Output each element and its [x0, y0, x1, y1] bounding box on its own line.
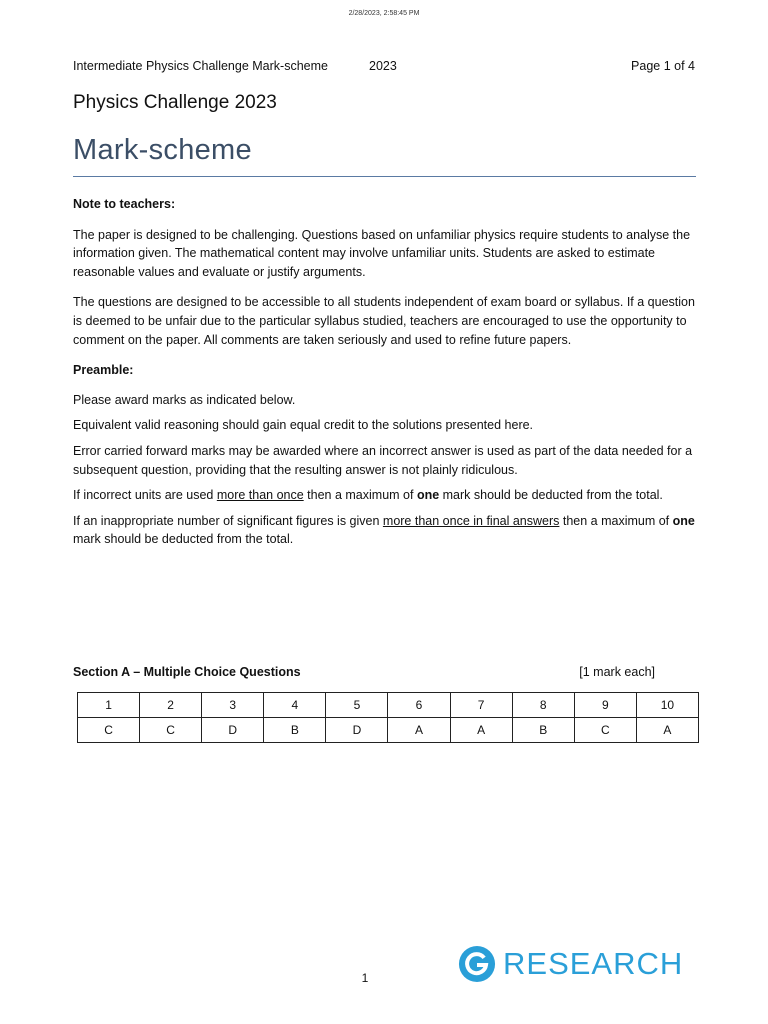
page-number: 1 [361, 971, 369, 985]
sigfig-rule-text: then a maximum of [559, 513, 673, 528]
question-number: 4 [264, 693, 326, 718]
question-number-row [78, 693, 699, 718]
section-a-header [73, 665, 655, 679]
answer-cell: A [388, 718, 450, 743]
units-rule-bold: one [416, 488, 440, 503]
header-year: 2023 [369, 59, 397, 73]
section-a-marks: [1 mark each] [579, 665, 655, 679]
question-number: 3 [202, 693, 264, 718]
answer-cell: D [326, 718, 388, 743]
question-number: 10 [636, 693, 698, 718]
answer-cell: D [202, 718, 264, 743]
sigfig-rule-bold: one [672, 513, 695, 528]
note-heading: Note to teachers: [73, 197, 176, 211]
question-number: 6 [388, 693, 450, 718]
note-paragraph-1: The paper is designed to be challenging. Questions based on unfamiliar physics require students to analyse the information given. The mathematical content may involve unfamiliar units. Students are asked to estimate reasonable values and evaluate or justify arguments. [73, 227, 691, 279]
answer-cell: C [78, 718, 140, 743]
preamble-heading: Preamble: [73, 363, 134, 378]
logo-text: RESEARCH [503, 946, 684, 981]
answer-cell: C [140, 718, 202, 743]
answer-cell: B [512, 718, 574, 743]
research-logo [458, 944, 683, 984]
question-number: 2 [140, 693, 202, 718]
question-number: 5 [326, 693, 388, 718]
question-number: 8 [512, 693, 574, 718]
answer-cell: A [636, 718, 698, 743]
question-number: 9 [574, 693, 636, 718]
body-content [73, 195, 698, 549]
header-doc-name: Intermediate Physics Challenge Mark-scheme [73, 59, 328, 73]
page-title: Mark-scheme [73, 134, 252, 166]
sigfig-rule-underline: more than once in final answers [382, 513, 560, 528]
sigfig-rule-text: mark should be deducted from the total. [73, 532, 294, 547]
units-rule-text: mark should be deducted from the total. [439, 488, 663, 503]
units-rule-text: If incorrect units are used [73, 488, 217, 503]
title-divider [73, 176, 696, 177]
g-logo-icon [458, 945, 496, 983]
answer-cell: B [264, 718, 326, 743]
answer-cell: C [574, 718, 636, 743]
document-title: Physics Challenge 2023 [73, 92, 277, 113]
preamble-line-3: Error carried forward marks may be awarded where an incorrect answer is used as part of the data needed for a subsequent question, providing that the resulting answer is not plainly ridiculous. [73, 443, 693, 477]
preamble-units-rule [73, 486, 698, 505]
answer-cell: A [450, 718, 512, 743]
preamble-line-1: Please award marks as indicated below. [73, 392, 296, 407]
answer-table [77, 692, 699, 743]
header-page-indicator: Page 1 of 4 [631, 59, 695, 73]
note-paragraph-2: The questions are designed to be accessible to all students independent of exam board or syllabus. If a question is deemed to be unfair due to the particular syllabus studied, teachers are encouraged to use the opportunity to comment on the paper. All comments are taken seriously and used to refine future papers. [73, 295, 695, 347]
question-number: 1 [78, 693, 140, 718]
print-timestamp: 2/28/2023, 2:58:45 PM [348, 10, 420, 17]
section-a-title: Section A – Multiple Choice Questions [73, 665, 301, 679]
preamble-sigfig-rule [73, 512, 698, 549]
question-number: 7 [450, 693, 512, 718]
preamble-line-2: Equivalent valid reasoning should gain equal credit to the solutions presented here. [73, 418, 534, 433]
sigfig-rule-text: If an inappropriate number of significant figures is given [73, 513, 383, 528]
units-rule-underline: more than once [216, 488, 304, 503]
answer-row [78, 718, 699, 743]
units-rule-text: then a maximum of [303, 488, 417, 503]
